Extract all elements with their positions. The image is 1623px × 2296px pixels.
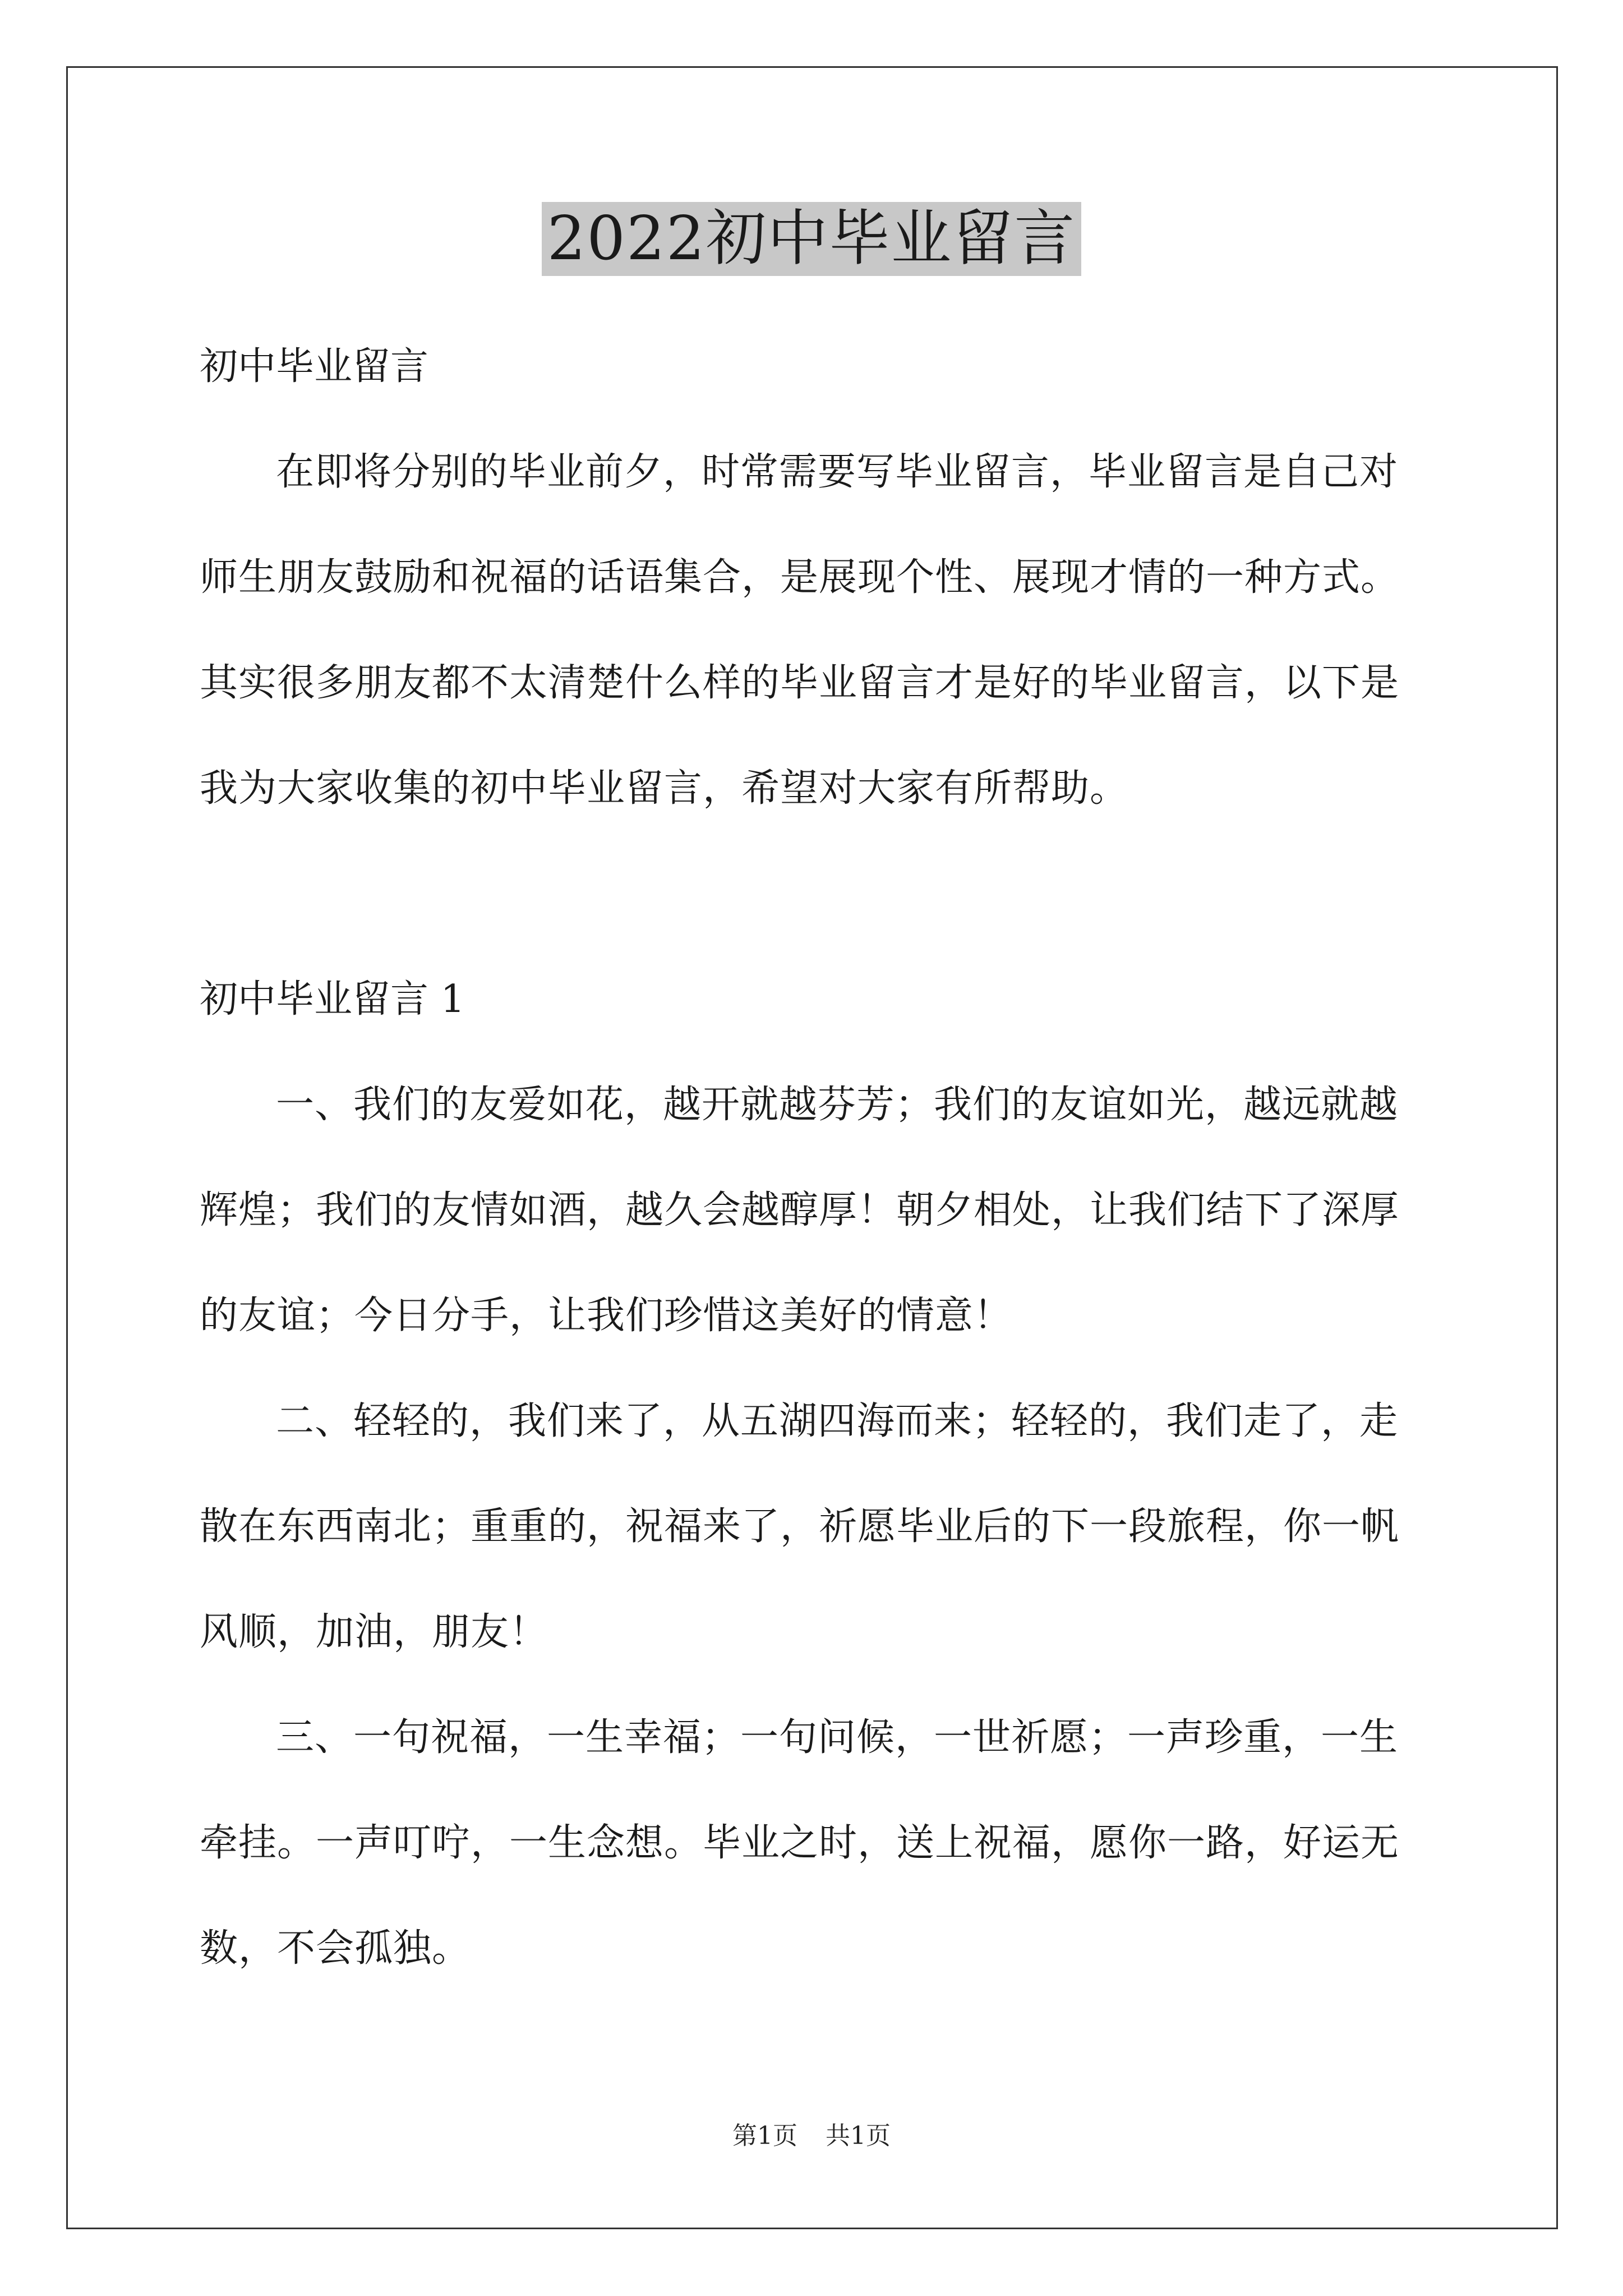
page-footer: [0, 2120, 1623, 2152]
document-body: [200, 314, 1433, 2001]
section-heading: 初中毕业留言 1: [200, 977, 465, 1022]
document-title: 2022初中毕业留言: [542, 202, 1082, 276]
message-item-1: 一、我们的友爱如花，越开就越芬芳；我们的友谊如光，越远就越辉煌；我们的友情如酒，越久会越醇厚！朝夕相处，让我们结下了深厚的友谊；今日分手，让我们珍惜这美好的情意！: [200, 1083, 1400, 1338]
message-item-2: 二、轻轻的，我们来了，从五湖四海而来；轻轻的，我们走了，走散在东西南北；重重的，祝福来了，祈愿毕业后的下一段旅程，你一帆风顺，加油，朋友！: [200, 1399, 1400, 1654]
title-container: [0, 202, 1623, 276]
intro-heading: 初中毕业留言: [200, 344, 429, 389]
section-spacer: [200, 841, 1433, 947]
page-number-total: 共1页: [826, 2122, 891, 2150]
page-number-current: 第1页: [732, 2122, 797, 2150]
intro-paragraph: 在即将分别的毕业前夕，时常需要写毕业留言，毕业留言是自己对师生朋友鼓励和祝福的话语集合，是展现个性、展现才情的一种方式。其实很多朋友都不太清楚什么样的毕业留言才是好的毕业留言，以下是我为大家收集的初中毕业留言，希望对大家有所帮助。: [200, 450, 1400, 811]
message-item-3: 三、一句祝福，一生幸福；一句问候，一世祈愿；一声珍重，一生牵挂。一声叮咛，一生念想。毕业之时，送上祝福，愿你一路，好运无数，不会孤独。: [200, 1715, 1400, 1971]
